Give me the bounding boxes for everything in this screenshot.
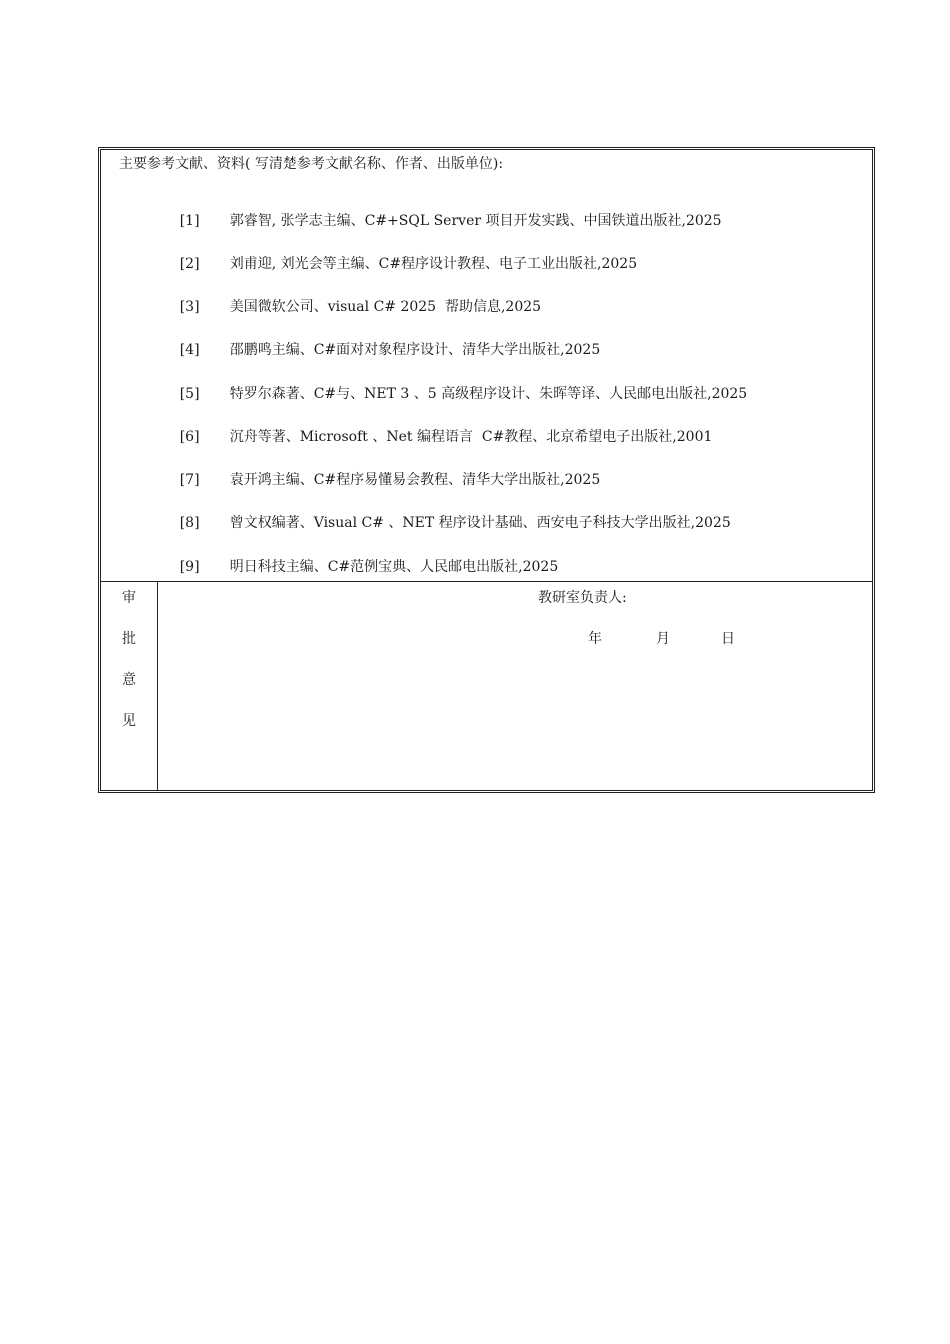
approval-label-char: 意 xyxy=(122,672,136,688)
approval-label-char: 见 xyxy=(122,713,136,729)
reference-text: 特罗尔森著、C#与、NET 3 、5 高级程序设计、朱晖等译、人民邮电出版社,2025 xyxy=(229,386,748,402)
reference-number: [2] xyxy=(179,256,200,272)
date-day-label: 日 xyxy=(721,631,735,647)
date-month-label: 月 xyxy=(656,631,670,647)
reference-number: [5] xyxy=(179,386,200,402)
references-section xyxy=(101,150,872,582)
reference-text: 郭睿智, 张学志主编、C#+SQL Server 项目开发实践、中国铁道出版社,2025 xyxy=(229,213,722,229)
approval-section xyxy=(101,582,872,790)
reference-text: 沉舟等著、Microsoft 、Net 编程语言 C#教程、北京希望电子出版社,2001 xyxy=(229,429,713,445)
reference-text: 美国微软公司、visual C# 2025 帮助信息,2025 xyxy=(229,299,542,315)
reference-number: [4] xyxy=(179,342,200,358)
reference-number: [8] xyxy=(179,515,200,531)
reference-number: [7] xyxy=(179,472,200,488)
approval-label-char: 批 xyxy=(122,631,136,647)
department-head-label: 教研室负责人: xyxy=(538,590,627,606)
approval-label-column xyxy=(101,582,158,790)
reference-text: 明日科技主编、C#范例宝典、人民邮电出版社,2025 xyxy=(229,559,559,575)
date-year-label: 年 xyxy=(588,631,602,647)
form-table xyxy=(98,147,875,793)
reference-text: 刘甫迎, 刘光会等主编、C#程序设计教程、电子工业出版社,2025 xyxy=(229,256,638,272)
reference-text: 袁开鸿主编、C#程序易懂易会教程、清华大学出版社,2025 xyxy=(229,472,601,488)
reference-text: 曾文权编著、Visual C# 、NET 程序设计基础、西安电子科技大学出版社,2025 xyxy=(229,515,731,531)
references-heading: 主要参考文献、资料( 写清楚参考文献名称、作者、出版单位): xyxy=(119,156,504,172)
reference-number: [6] xyxy=(179,429,200,445)
reference-number: [9] xyxy=(179,559,200,575)
reference-number: [1] xyxy=(179,213,200,229)
reference-number: [3] xyxy=(179,299,200,315)
approval-label-char: 审 xyxy=(122,590,136,606)
reference-text: 邵鹏鸣主编、C#面对对象程序设计、清华大学出版社,2025 xyxy=(229,342,601,358)
